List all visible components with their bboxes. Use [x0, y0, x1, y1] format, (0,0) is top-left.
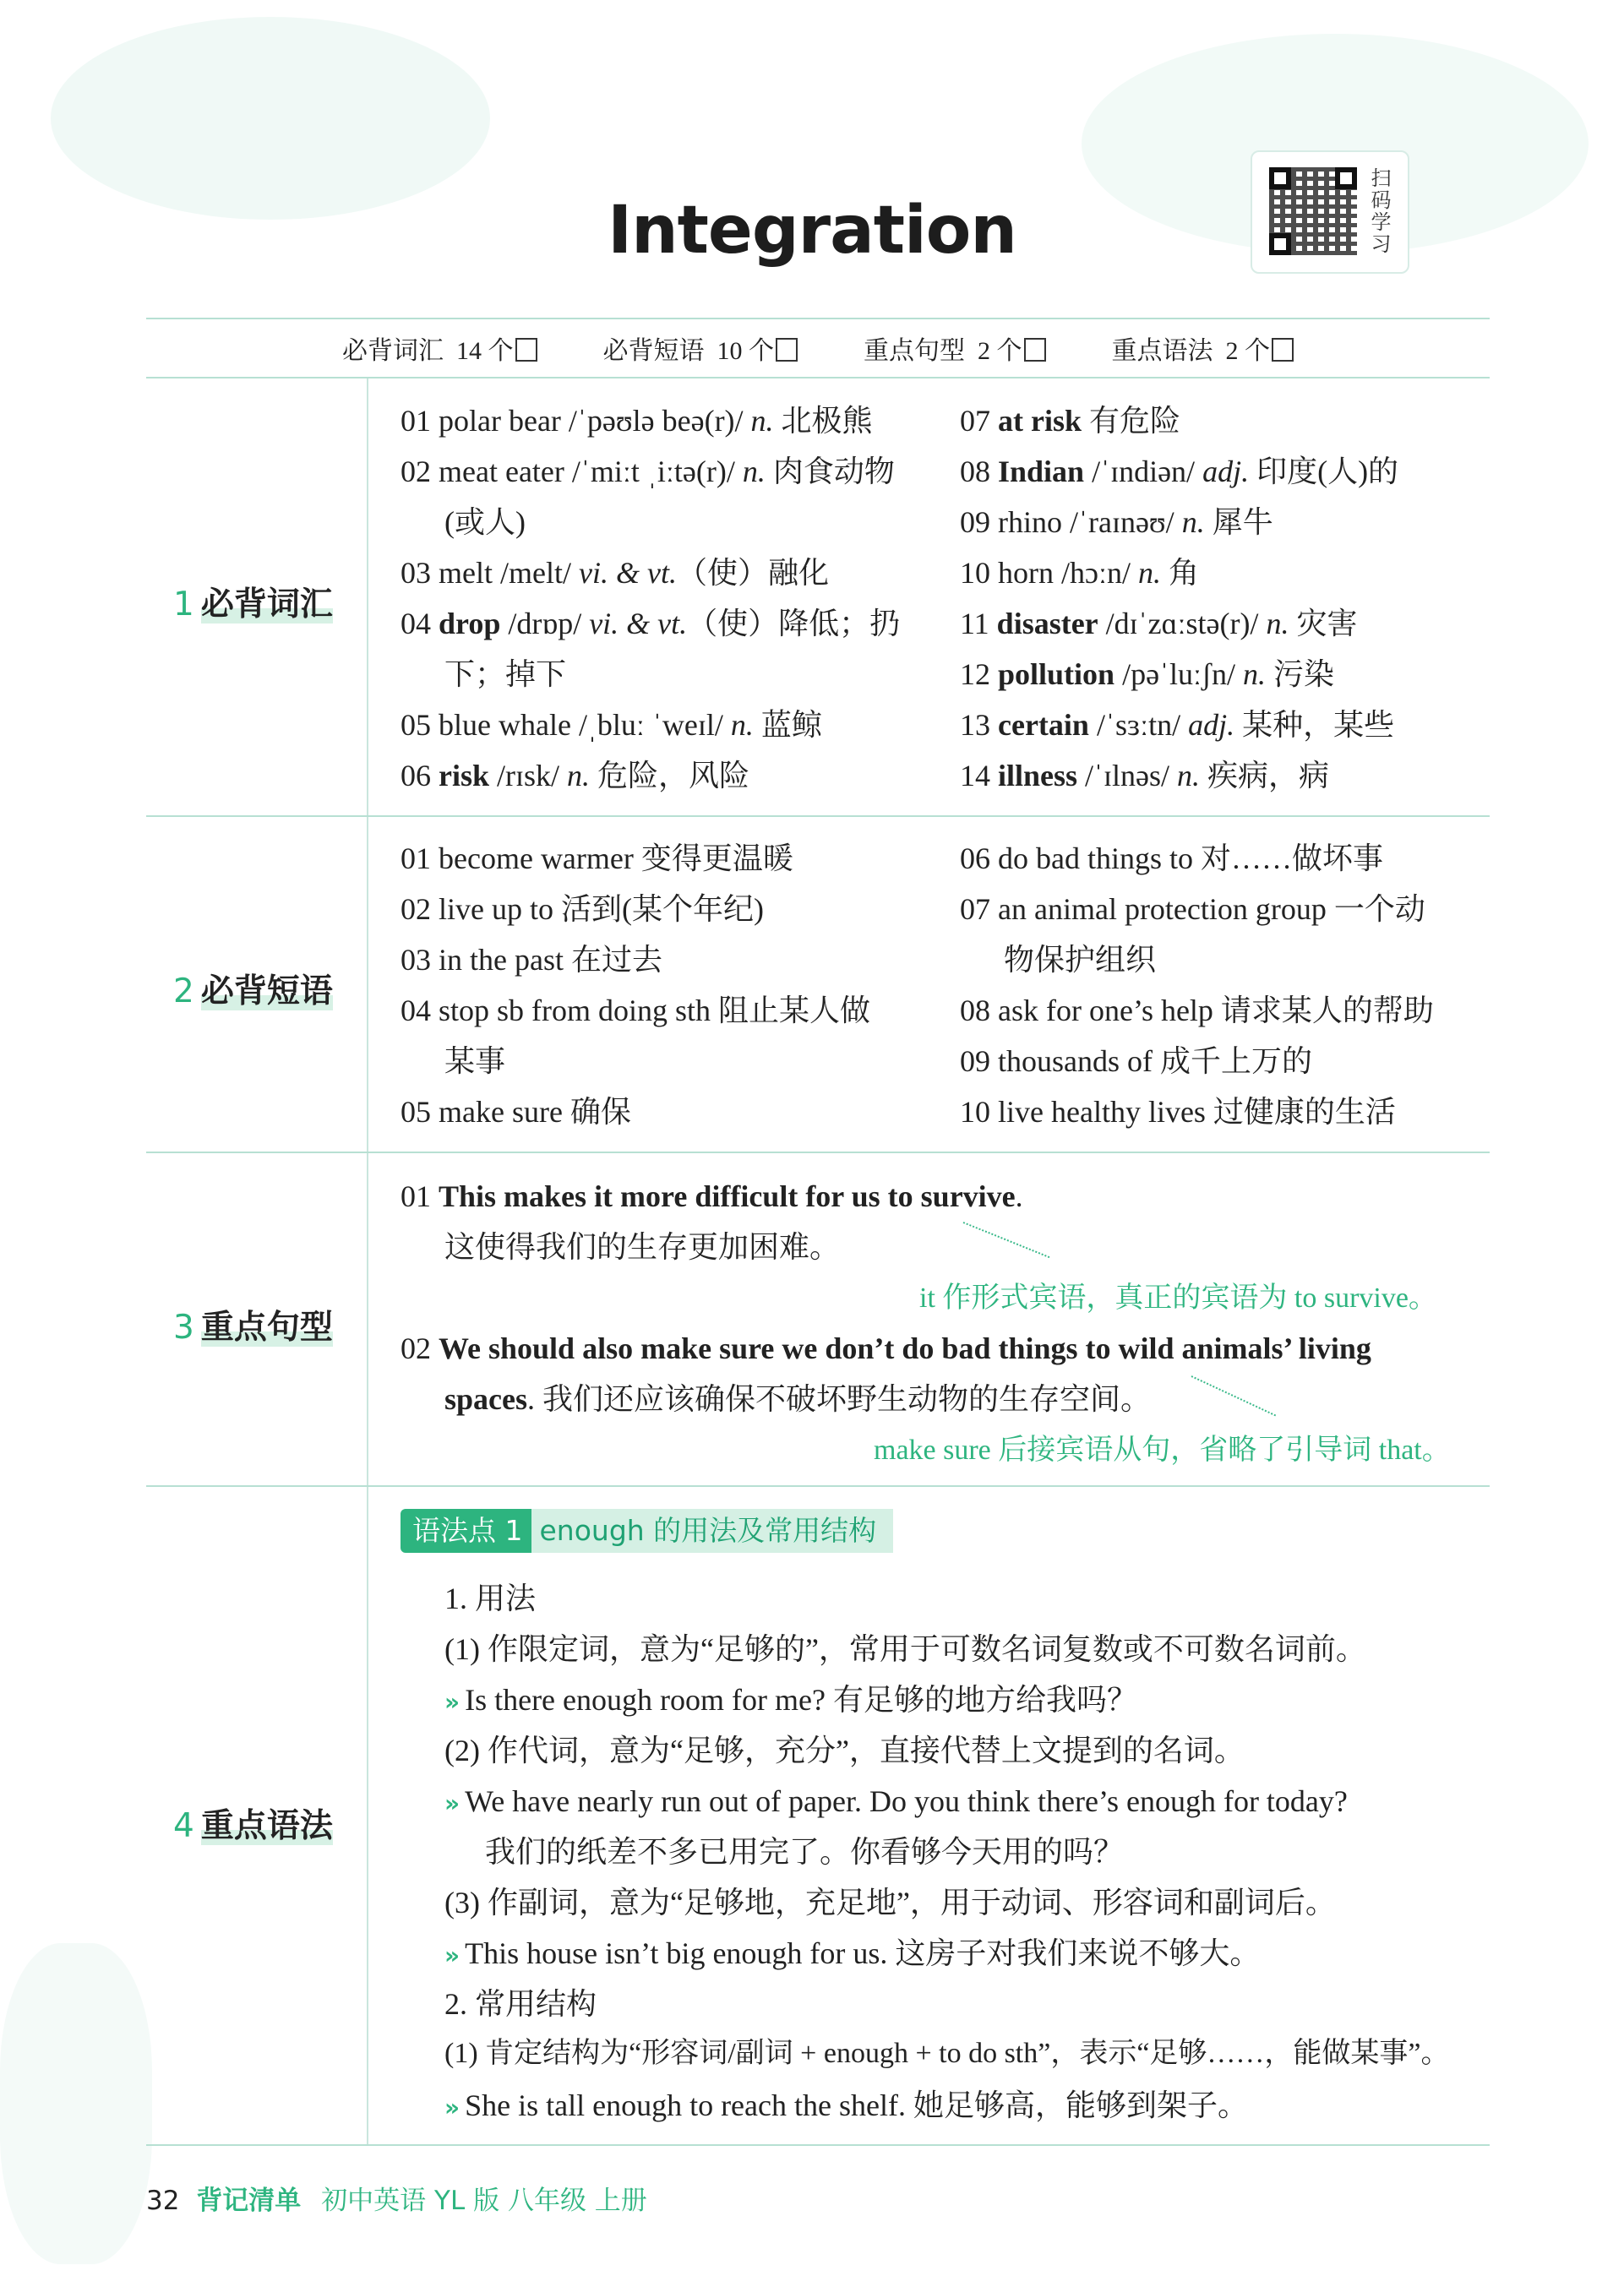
checkbox-icon[interactable] [1024, 338, 1046, 362]
grammar-example: » We have nearly run out of paper. Do you think there’s enough for today? [444, 1784, 1348, 1818]
chevron-right-icon: » [444, 1688, 460, 1716]
section-label-sentences: 3 重点句型 [173, 1309, 333, 1347]
divider [146, 377, 1490, 378]
divider [146, 2144, 1490, 2146]
grammar-line: (1) 肯定结构为“形容词/副词 + enough + to do sth”，表示“足够……，能做某事”。 [444, 2038, 1450, 2069]
phrase-item: 06 do bad things to 对……做坏事 [960, 841, 1383, 875]
vocab-item: 02 meat eater /ˈmiːt ˌiːtə(r)/ n. 肉食动物 [401, 455, 895, 488]
section-label-grammar: 4 重点语法 [173, 1807, 333, 1845]
phrase-item: 10 live healthy lives 过健康的生活 [960, 1095, 1396, 1129]
vocab-item: 06 risk /rɪsk/ n. 危险，风险 [401, 759, 750, 792]
phrase-item: 03 in the past 在过去 [401, 943, 662, 977]
vocab-item: 09 rhino /ˈraɪnəʊ/ n. 犀牛 [960, 505, 1273, 539]
column-divider [367, 378, 368, 2144]
grammar-point-header [401, 1509, 893, 1553]
stat-item: 重点语法 2 个 [1112, 329, 1294, 367]
vocab-item: 08 Indian /ˈɪndiən/ adj. 印度(人)的 [960, 455, 1399, 488]
vocab-item: 04 drop /drɒp/ vi. & vt.（使）降低；扔 [401, 607, 901, 640]
grammar-title: enough 的用法及常用结构 [531, 1509, 894, 1553]
grammar-example: » She is tall enough to reach the shelf. 她足够高，能够到架子。 [444, 2088, 1248, 2122]
phrase-item: 02 live up to 活到(某个年纪) [401, 892, 764, 926]
qr-corner [1335, 167, 1357, 189]
vocab-item: (或人) [444, 505, 526, 539]
checkbox-icon[interactable] [515, 338, 537, 362]
page-footer [146, 2179, 647, 2217]
checkbox-icon[interactable] [776, 338, 798, 362]
sentence-2: 02 We should also make sure we don’t do bad things to wild animals’ living [401, 1331, 1371, 1365]
stat-item: 必背词汇 14 个 [342, 329, 537, 367]
sentence-1-translation: 这使得我们的生存更加困难。 [444, 1230, 841, 1264]
vocab-item: 11 disaster /dɪˈzɑːstə(r)/ n. 灾害 [960, 607, 1358, 640]
vocab-item: 07 at risk 有危险 [960, 404, 1181, 438]
vocab-item: 03 melt /melt/ vi. & vt.（使）融化 [401, 556, 829, 590]
phrase-item: 08 ask for one’s help 请求某人的帮助 [960, 994, 1434, 1027]
chevron-right-icon: » [444, 1789, 460, 1817]
section-label-vocab: 1 必背词汇 [173, 585, 333, 623]
page-number: 32 [146, 2186, 180, 2216]
grammar-example: » Is there enough room for me? 有足够的地方给我吗？ [444, 1683, 1137, 1717]
grammar-line: 2. 常用结构 [444, 1987, 597, 2021]
grammar-example: » This house isn’t big enough for us. 这房子对我们来说不够大。 [444, 1936, 1261, 1970]
vocab-item: 12 pollution /pəˈluːʃn/ n. 污染 [960, 657, 1335, 691]
chevron-right-icon: » [444, 1941, 460, 1969]
book-subtitle: 初中英语 YL 版 八年级 上册 [321, 2186, 647, 2216]
grammar-line: (3) 作副词，意为“足够地，充足地”，用于动词、形容词和副词后。 [444, 1886, 1336, 1919]
sentence-2-note: make sure 后接宾语从句，省略了引导词 that。 [874, 1435, 1451, 1466]
phrase-item: 01 become warmer 变得更温暖 [401, 841, 793, 875]
grammar-line: (2) 作代词，意为“足够，充分”，直接代替上文提到的名词。 [444, 1734, 1245, 1767]
chevron-right-icon: » [444, 2094, 460, 2121]
phrase-item: 04 stop sb from doing sth 阻止某人做 [401, 994, 871, 1027]
annotation-arrow [963, 1222, 1050, 1258]
vocab-item: 10 horn /hɔːn/ n. 角 [960, 556, 1199, 590]
phrase-item: 09 thousands of 成千上万的 [960, 1044, 1312, 1078]
checkbox-icon[interactable] [1272, 338, 1294, 362]
phrase-item: 某事 [444, 1044, 506, 1078]
grammar-line: 1. 用法 [444, 1582, 537, 1615]
stat-item: 必背短语 10 个 [603, 329, 798, 367]
background-cloud [0, 1943, 152, 2264]
annotation-arrow [1191, 1375, 1277, 1416]
sentence-2-cont: spaces. 我们还应该确保不破坏野生动物的生存空间。 [444, 1382, 1152, 1416]
sentence-1: 01 This makes it more difficult for us to survive. [401, 1179, 1023, 1213]
divider [146, 1152, 1490, 1153]
page-title: Integration [608, 193, 1016, 269]
phrase-item: 05 make sure 确保 [401, 1095, 631, 1129]
grammar-line: (1) 作限定词，意为“足够的”，常用于可数名词复数或不可数名词前。 [444, 1632, 1366, 1666]
background-cloud [51, 17, 490, 220]
vocab-item: 下；掉下 [444, 657, 567, 691]
book-title: 背记清单 [196, 2186, 302, 2216]
divider [146, 1485, 1490, 1487]
sentence-1-note: it 作形式宾语，真正的宾语为 to survive。 [919, 1282, 1437, 1314]
qr-code-box[interactable] [1251, 150, 1409, 274]
vocab-item: 13 certain /ˈsɜːtn/ adj. 某种，某些 [960, 708, 1395, 742]
stats-bar [146, 319, 1490, 377]
section-label-phrases: 2 必背短语 [173, 972, 333, 1010]
qr-corner [1269, 167, 1291, 189]
grammar-tag: 语法点 1 [401, 1509, 531, 1553]
divider [146, 815, 1490, 817]
stat-item: 重点句型 2 个 [864, 329, 1046, 367]
vocab-item: 05 blue whale /ˌbluː ˈweɪl/ n. 蓝鲸 [401, 708, 822, 742]
phrase-item: 07 an animal protection group 一个动 [960, 892, 1425, 926]
grammar-example-translation: 我们的纸差不多已用完了。你看够今天用的吗？ [485, 1835, 1125, 1869]
qr-corner [1269, 233, 1291, 255]
qr-label: 扫码学习 [1367, 167, 1391, 255]
vocab-item: 01 polar bear /ˈpəʊlə beə(r)/ n. 北极熊 [401, 404, 873, 438]
vocab-item: 14 illness /ˈɪlnəs/ n. 疾病，病 [960, 759, 1330, 792]
phrase-item: 物保护组织 [1004, 943, 1157, 977]
